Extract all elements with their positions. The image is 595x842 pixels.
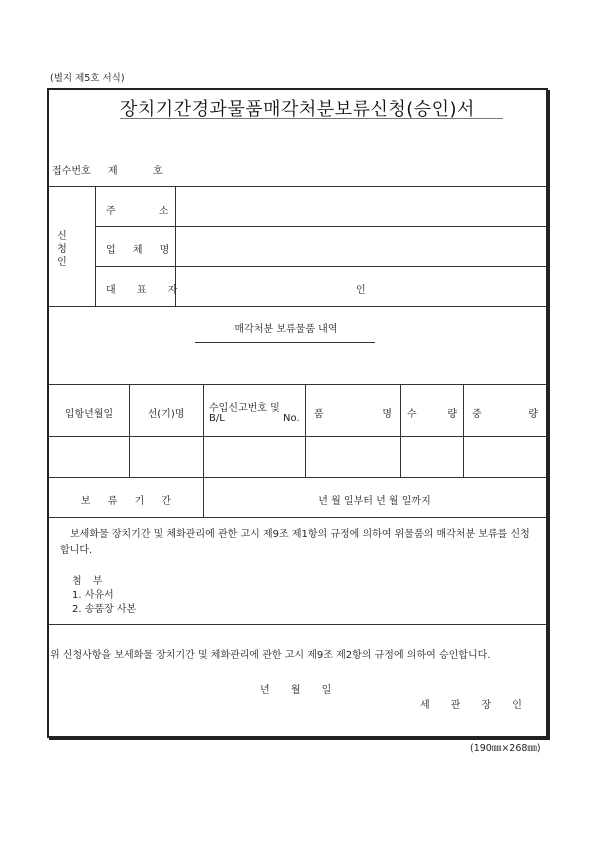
signer-char: 세 [420,700,430,711]
title-underline [120,118,503,119]
col-weight-char: 중 [472,409,482,420]
col-item-name-char: 품 [314,409,324,420]
col-import-no-no: No. [283,413,300,424]
grid-line [95,186,96,306]
details-heading-underline [195,342,375,343]
customs-chief-signature [420,696,522,711]
seal-mark: 인 [356,285,366,296]
attachment-item: 2. 송품장 사본 [72,604,137,615]
receipt-number-prefix: 제 [108,166,118,177]
grid-line [49,477,546,478]
company-name-field[interactable] [177,228,544,265]
paper-size-note: (190㎜×268㎜) [470,743,541,754]
cell-import-no[interactable] [205,438,304,476]
grid-line [305,384,306,477]
signer-char: 관 [450,700,461,711]
col-item-name [314,405,392,420]
representative-label: 대 표 자 [106,285,178,296]
application-statement: 보세화물 장치기간 및 체화관리에 관한 고시 제9조 제1항의 규정에 의하여 위물품의 매각처분 보류를 신청합니다. [60,529,530,556]
applicant-group-label [56,230,68,269]
grid-line [49,436,546,437]
col-quantity-char: 수 [407,409,417,420]
applicant-group-char: 청 [57,244,67,255]
col-item-name-char: 명 [382,409,392,420]
form-title: 장치기간경과물품매각처분보류신청(승인)서 [120,99,475,120]
hold-period-value: 년 월 일부터 년 월 일까지 [318,496,431,507]
col-arrival-date: 입항년월일 [64,409,114,420]
approval-statement: 위 신청사항을 보세화물 장치기간 및 체화관리에 관한 고시 제9조 제2항의 규정에 의하여 승인합니다. [50,650,491,661]
cell-arrival-date[interactable] [51,438,128,476]
receipt-number-label: 접수번호 [52,166,91,177]
col-weight [472,405,538,420]
signer-char: 인 [512,700,522,711]
address-field[interactable] [177,188,544,225]
col-import-no-bl: B/L [209,413,225,424]
approval-date-line: 년 월 일 [260,685,332,696]
grid-line [49,624,546,625]
receipt-number-suffix: 호 [153,166,163,177]
grid-line [463,384,464,477]
col-import-no-line1: 수입신고번호 및 [209,403,280,414]
applicant-group-char: 인 [57,257,67,268]
grid-line [49,186,546,187]
grid-line [49,384,546,385]
grid-line [95,266,546,267]
cell-quantity[interactable] [402,438,462,476]
cell-weight[interactable] [465,438,544,476]
applicant-group-char: 신 [57,231,67,242]
grid-line [95,226,546,227]
col-weight-char: 량 [528,409,538,420]
cell-item-name[interactable] [307,438,399,476]
form-number-label: (별지 제5호 서식) [50,73,125,84]
col-quantity-char: 량 [447,409,457,420]
cell-ship-name[interactable] [131,438,202,476]
details-heading: 매각처분 보류물품 내역 [234,324,338,335]
attachments-label: 첨 부 [72,576,103,587]
grid-line [400,384,401,477]
attachment-item: 1. 사유서 [72,590,114,601]
hold-period-label: 보 류 기 간 [80,496,172,507]
grid-line [129,384,130,477]
address-label: 주 소 [106,206,169,217]
grid-line [49,517,546,518]
col-quantity [407,405,457,420]
grid-line [49,306,546,307]
col-ship-name: 선(기)명 [147,409,185,420]
signer-char: 장 [481,700,492,711]
company-name-label: 업 체 명 [106,245,170,256]
